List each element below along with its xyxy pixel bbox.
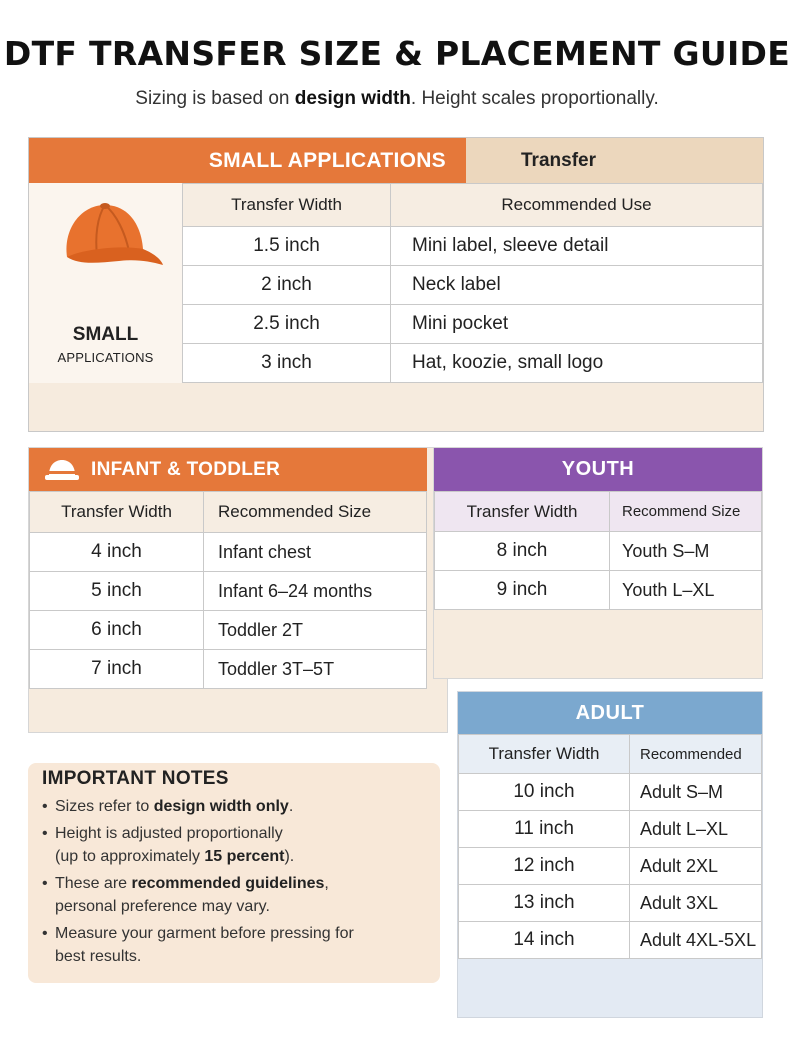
- note-text-line2: best results.: [55, 948, 142, 965]
- adult-table: [458, 734, 762, 959]
- recommended-size-cell: Adult 4XL-5XL: [630, 922, 762, 959]
- recommended-size-cell: Adult 2XL: [630, 848, 762, 885]
- recommended-size-cell: Youth S–M: [610, 532, 762, 571]
- transfer-width-cell: 2.5 inch: [183, 305, 391, 344]
- infant-toddler-title: INFANT & TODDLER: [91, 458, 281, 480]
- transfer-width-cell: 9 inch: [435, 571, 610, 610]
- notes-title: IMPORTANT NOTES: [42, 768, 229, 789]
- subtitle-text: Sizing is based on: [135, 88, 295, 109]
- table-row: [435, 571, 762, 610]
- transfer-width-cell: 13 inch: [459, 885, 630, 922]
- column-header-transfer-width: Transfer Width: [435, 492, 610, 532]
- table-row: [459, 848, 762, 885]
- transfer-width-cell: 11 inch: [459, 811, 630, 848]
- transfer-width-cell: 8 inch: [435, 532, 610, 571]
- transfer-width-cell: 7 inch: [30, 650, 204, 689]
- note-text: Measure your garment before pressing for: [55, 925, 354, 942]
- note-item: [42, 922, 426, 968]
- note-text-end: .: [288, 798, 294, 815]
- recommended-size-cell: Infant 6–24 months: [204, 572, 427, 611]
- column-header-transfer-width: Transfer Width: [183, 184, 391, 227]
- table-row: [459, 811, 762, 848]
- table-row: [30, 533, 427, 572]
- youth-table: [434, 491, 762, 610]
- table-row: [459, 922, 762, 959]
- transfer-width-cell: 10 inch: [459, 774, 630, 811]
- table-row: [30, 572, 427, 611]
- small-label-title: SMALL: [72, 324, 139, 345]
- small-applications-label-box: [29, 183, 182, 383]
- small-applications-header: SMALL APPLICATIONS: [29, 138, 466, 183]
- youth-header: YOUTH: [434, 448, 762, 491]
- table-header-row: [459, 735, 762, 774]
- transfer-width-cell: 1.5 inch: [183, 227, 391, 266]
- transfer-width-cell: 14 inch: [459, 922, 630, 959]
- infant-hat-icon: [43, 457, 81, 483]
- table-header-row: [30, 492, 427, 533]
- note-text-end: ,: [324, 875, 329, 892]
- adult-header: ADULT: [458, 692, 762, 734]
- table-row: [459, 885, 762, 922]
- table-row: [183, 266, 763, 305]
- note-text-line2: personal preference may vary.: [55, 898, 270, 915]
- note-bold: 15 percent: [204, 848, 285, 865]
- note-item: [42, 872, 426, 918]
- note-item: [42, 795, 426, 818]
- recommended-size-cell: Adult S–M: [630, 774, 762, 811]
- table-row: [435, 532, 762, 571]
- column-header-transfer-width: Transfer Width: [459, 735, 630, 774]
- small-label-subtitle: APPLICATIONS: [57, 350, 154, 365]
- small-applications-table: [182, 183, 763, 383]
- recommended-size-cell: Toddler 3T–5T: [204, 650, 427, 689]
- table-row: [183, 227, 763, 266]
- recommended-size-cell: Infant chest: [204, 533, 427, 572]
- table-header-row: [183, 184, 763, 227]
- page-title: DTF TRANSFER SIZE & PLACEMENT GUIDE: [3, 34, 791, 73]
- recommended-size-cell: Adult L–XL: [630, 811, 762, 848]
- column-header-recommended: Recommended: [630, 735, 762, 774]
- transfer-width-cell: 2 inch: [183, 266, 391, 305]
- notes-list: [42, 795, 426, 968]
- table-row: [183, 305, 763, 344]
- column-header-recommend-size: Recommend Size: [610, 492, 762, 532]
- subtitle-bold: design width: [294, 88, 411, 109]
- note-bold: recommended guidelines: [131, 875, 325, 892]
- infant-toddler-table: [29, 491, 427, 689]
- table-header-row: [435, 492, 762, 532]
- recommended-use-cell: Mini label, sleeve detail: [391, 227, 763, 266]
- infant-toddler-header: [29, 448, 427, 491]
- transfer-width-cell: 4 inch: [30, 533, 204, 572]
- baseball-cap-icon: [53, 199, 165, 271]
- table-row: [30, 611, 427, 650]
- page-subtitle: [0, 88, 794, 110]
- table-row: [183, 344, 763, 383]
- recommended-size-cell: Youth L–XL: [610, 571, 762, 610]
- transfer-width-cell: 3 inch: [183, 344, 391, 383]
- table-row: [459, 774, 762, 811]
- transfer-width-cell: 12 inch: [459, 848, 630, 885]
- note-item: [42, 822, 426, 868]
- recommended-use-cell: Neck label: [391, 266, 763, 305]
- column-header-transfer-width: Transfer Width: [30, 492, 204, 533]
- youth-panel: [433, 447, 763, 679]
- note-bold: design width only: [153, 798, 289, 815]
- recommended-size-cell: Adult 3XL: [630, 885, 762, 922]
- note-text: Height is adjusted proportionally: [55, 825, 283, 842]
- column-header-recommended-use: Recommended Use: [391, 184, 763, 227]
- table-row: [30, 650, 427, 689]
- adult-panel: [457, 691, 763, 1018]
- note-text: These are: [55, 875, 132, 892]
- note-text-line2: (up to approximately: [55, 848, 205, 865]
- recommended-size-cell: Toddler 2T: [204, 611, 427, 650]
- note-text: Sizes refer to: [55, 798, 154, 815]
- column-header-recommended-size: Recommended Size: [204, 492, 427, 533]
- note-text-end: ).: [284, 848, 295, 865]
- important-notes-box: [28, 763, 440, 983]
- infant-toddler-panel: [28, 447, 448, 733]
- subtitle-text-end: . Height scales proportionally.: [410, 88, 659, 109]
- transfer-width-cell: 6 inch: [30, 611, 204, 650]
- small-applications-header-right: Transfer: [466, 138, 763, 183]
- transfer-width-cell: 5 inch: [30, 572, 204, 611]
- small-applications-panel: [28, 137, 764, 432]
- recommended-use-cell: Mini pocket: [391, 305, 763, 344]
- recommended-use-cell: Hat, koozie, small logo: [391, 344, 763, 383]
